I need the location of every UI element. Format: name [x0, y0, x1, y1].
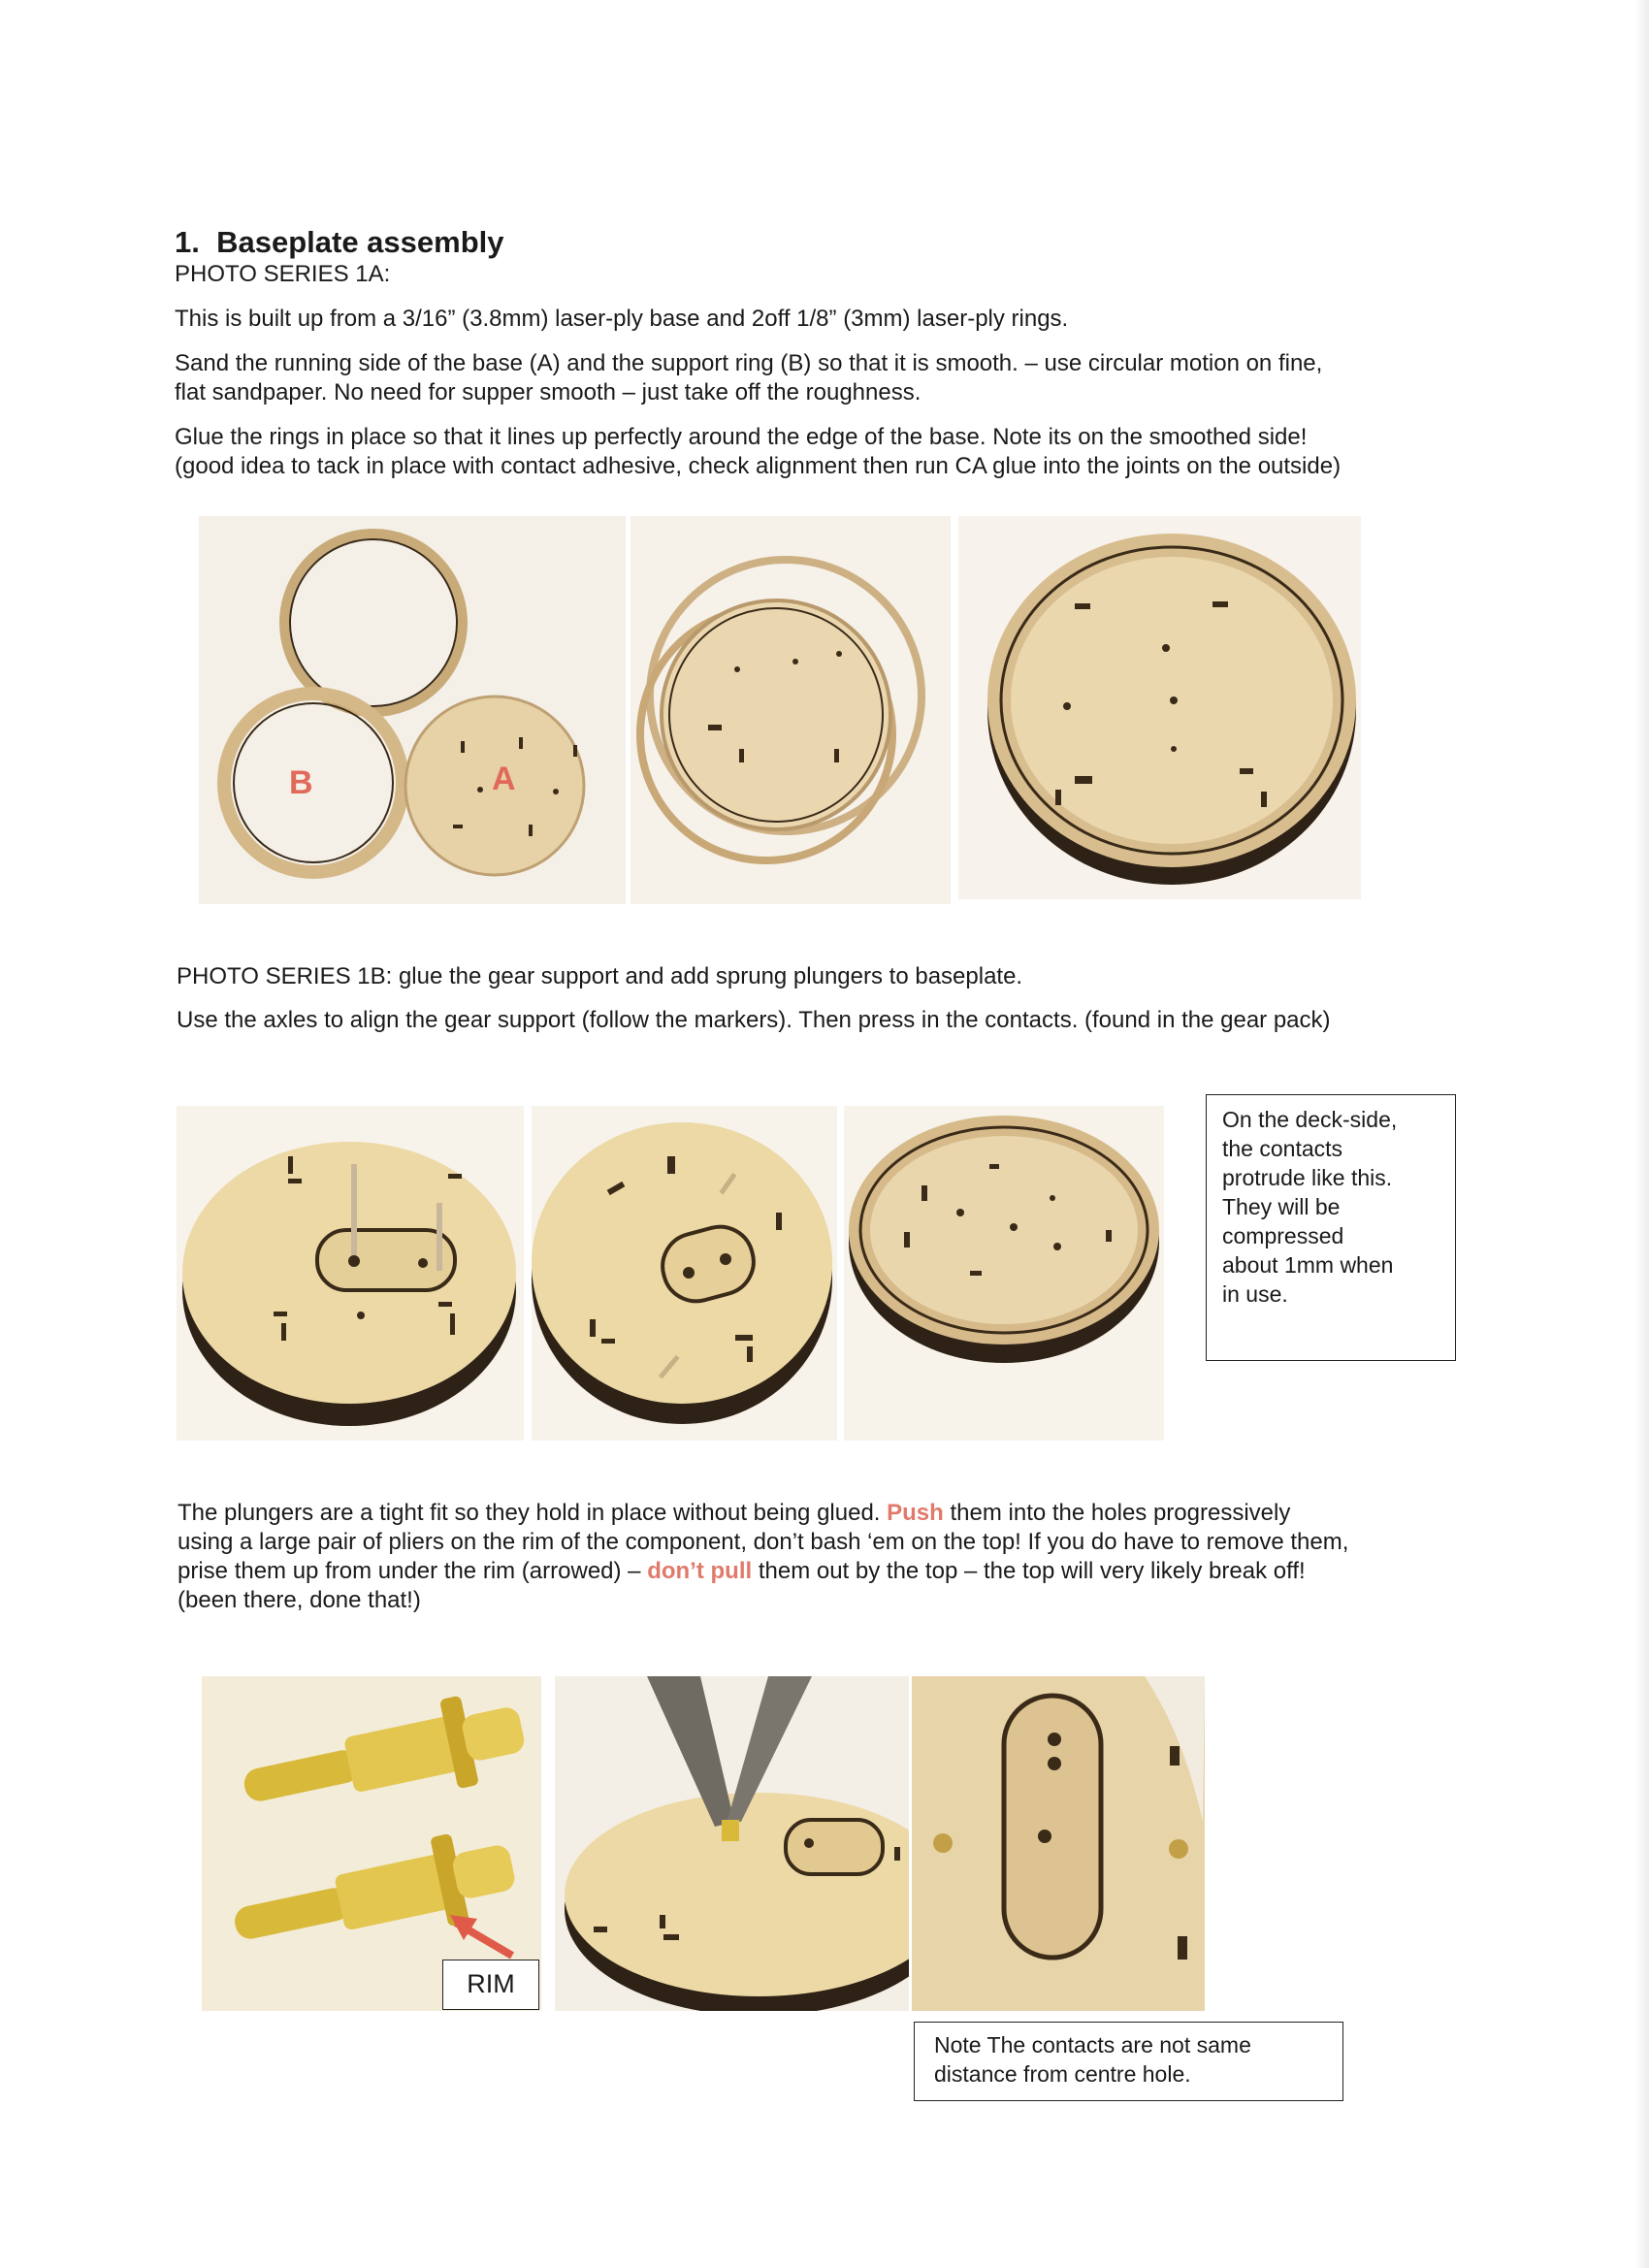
section-number: 1. — [175, 225, 200, 259]
photo-1b-gear-support-axles — [177, 1106, 524, 1441]
section-title: Baseplate assembly — [216, 225, 504, 259]
photo-1a-stacked-rings — [630, 516, 951, 904]
deck-side-note-line-3: protrude like this. — [1222, 1165, 1393, 1190]
section-heading — [175, 225, 504, 260]
contacts-note-line-2: distance from centre hole. — [934, 2061, 1191, 2087]
paragraph-gluing-1: Glue the rings in place so that it lines up perfectly around the edge of the base. Note its on the smoothed side! — [175, 424, 1308, 450]
paragraph-gluing-2: (good idea to tack in place with contact adhesive, check alignment then run CA glue into the joints on the outside) — [175, 453, 1342, 479]
photo-1a-parts — [199, 516, 626, 904]
paragraph-sanding-1: Sand the running side of the base (A) and the support ring (B) so that it is smooth. – use circular motion on fine, — [175, 350, 1323, 376]
rim-label: RIM — [467, 1969, 515, 1998]
deck-side-note-line-6: about 1mm when — [1222, 1252, 1394, 1278]
deck-side-note-line-4: They will be — [1222, 1194, 1341, 1219]
plungers-line-4: (been there, done that!) — [178, 1587, 421, 1613]
plungers-line-1: The plungers are a tight fit so they hold in place without being glued. Push them into the holes progressively — [178, 1500, 1291, 1526]
series-1b-line1: PHOTO SERIES 1B: glue the gear support and add sprung plungers to baseplate. — [177, 963, 1023, 989]
photo-plunger-pliers — [555, 1676, 909, 2011]
label-a: A — [492, 761, 516, 797]
plungers-line-3: prise them up from under the rim (arrowed) – don’t pull them out by the top – the top will very likely break off! — [178, 1558, 1306, 1584]
scan-edge-shadow — [1635, 0, 1649, 2268]
contacts-offset-note-box — [914, 2022, 1343, 2101]
label-b: B — [289, 764, 313, 801]
push-highlight: Push — [887, 1500, 944, 1526]
series-1a-label: PHOTO SERIES 1A: — [175, 261, 391, 287]
series-1b-line2: Use the axles to align the gear support (follow the markers). Then press in the contacts. (found in the gear pack) — [177, 1007, 1331, 1033]
rim-label-box — [442, 1960, 539, 2010]
paragraph-materials: This is built up from a 3/16” (3.8mm) laser-ply base and 2off 1/8” (3mm) laser-ply rings. — [175, 306, 1069, 332]
photo-1a-glued-base — [958, 516, 1361, 899]
deck-side-note-line-7: in use. — [1222, 1281, 1288, 1307]
dont-pull-highlight: don’t pull — [647, 1558, 753, 1584]
deck-side-note-line-2: the contacts — [1222, 1136, 1343, 1161]
photo-1b-plungers-inserted — [532, 1106, 837, 1441]
deck-side-note-line-1: On the deck-side, — [1222, 1107, 1398, 1132]
deck-side-note-box — [1206, 1094, 1456, 1361]
photo-1b-deck-side — [844, 1106, 1164, 1441]
contacts-note-line-1: Note The contacts are not same — [934, 2032, 1251, 2057]
photo-plunger-closeup — [202, 1676, 541, 2011]
photo-contacts-offset — [912, 1676, 1205, 2011]
paragraph-sanding-2: flat sandpaper. No need for supper smooth – just take off the roughness. — [175, 379, 922, 405]
plungers-line-2: using a large pair of pliers on the rim of the component, don’t bash ‘em on the top! If you do have to remove them, — [178, 1529, 1349, 1555]
deck-side-note-line-5: compressed — [1222, 1223, 1344, 1248]
